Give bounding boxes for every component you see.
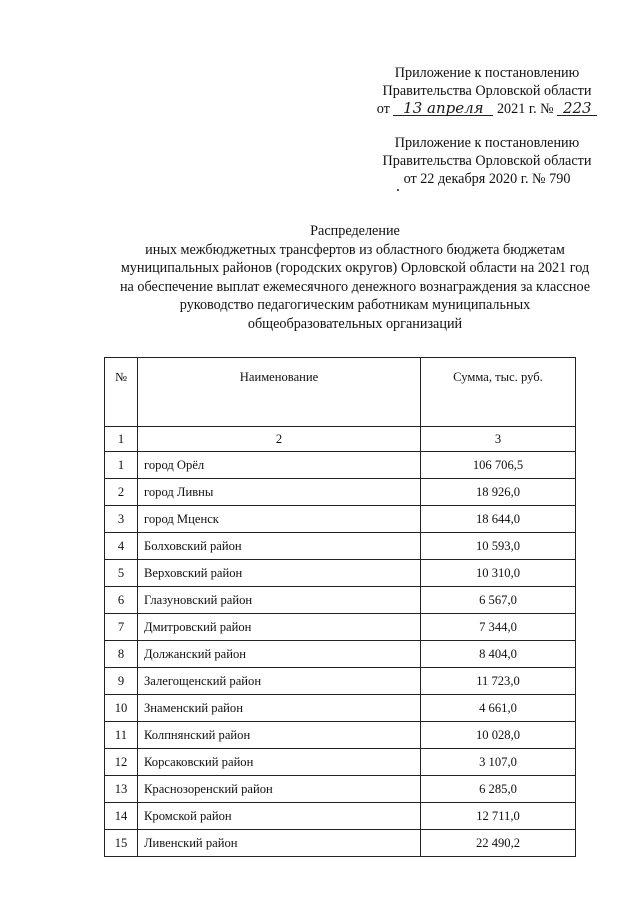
table-column-index-row [105,427,576,452]
table-row [105,776,576,803]
row-name: город Орёл [138,452,421,479]
row-no: 15 [105,830,138,857]
handwritten-number: 223 [557,101,597,116]
row-sum: 7 344,0 [421,614,576,641]
table-row [105,722,576,749]
date-year: 2021 г. № [496,101,554,117]
appendix-original-line2: Правительства Орловской области [382,153,592,169]
row-name: Должанский район [138,641,421,668]
document-title [90,222,620,334]
row-no: 8 [105,641,138,668]
title-line4: на обеспечение выплат ежемесячного денежного вознаграждения за классное [119,278,591,295]
appendix-current-line2: Правительства Орловской области [382,83,592,99]
appendix-current-date-line [360,100,614,118]
row-no: 13 [105,776,138,803]
row-name: Верховский район [138,560,421,587]
handwritten-date: 13 апреля [393,101,493,116]
table-row [105,587,576,614]
table-row [105,830,576,857]
row-name: Корсаковский район [138,749,421,776]
title-line2: иных межбюджетных трансфертов из областного бюджета бюджетам [145,241,565,258]
row-sum: 12 711,0 [421,803,576,830]
row-no: 9 [105,668,138,695]
row-sum: 18 644,0 [421,506,576,533]
row-name: Колпнянский район [138,722,421,749]
row-name: город Ливны [138,479,421,506]
title-line5: руководство педагогическим работникам муниципальных [179,297,531,314]
row-no: 6 [105,587,138,614]
row-no: 14 [105,803,138,830]
row-no: 3 [105,506,138,533]
row-sum: 4 661,0 [421,695,576,722]
row-sum: 22 490,2 [421,830,576,857]
row-name: город Мценск [138,506,421,533]
table-row [105,506,576,533]
appendix-original [360,134,614,188]
row-name: Дмитровский район [138,614,421,641]
row-name: Ливенский район [138,830,421,857]
scan-speck [397,189,399,191]
column-index-3: 3 [421,427,576,452]
row-name: Болховский район [138,533,421,560]
row-no: 2 [105,479,138,506]
table-row [105,479,576,506]
row-no: 4 [105,533,138,560]
column-index-1: 1 [105,427,138,452]
appendix-current-line1: Приложение к постановлению [394,65,580,81]
row-sum: 106 706,5 [421,452,576,479]
table-row [105,560,576,587]
title-line6: общеобразовательных организаций [247,315,463,332]
title-line1: Распределение [310,223,400,239]
row-sum: 10 310,0 [421,560,576,587]
row-name: Знаменский район [138,695,421,722]
table-row [105,533,576,560]
row-name: Залегощенский район [138,668,421,695]
row-no: 7 [105,614,138,641]
row-no: 1 [105,452,138,479]
row-name: Краснозоренский район [138,776,421,803]
row-sum: 6 567,0 [421,587,576,614]
row-sum: 18 926,0 [421,479,576,506]
table-row [105,614,576,641]
row-sum: 10 593,0 [421,533,576,560]
row-sum: 6 285,0 [421,776,576,803]
row-no: 10 [105,695,138,722]
header-sum: Сумма, тыс. руб. [421,358,576,427]
row-no: 11 [105,722,138,749]
date-prefix: от [376,101,390,117]
row-name: Кромской район [138,803,421,830]
table-row [105,803,576,830]
row-name: Глазуновский район [138,587,421,614]
table-row [105,695,576,722]
appendix-original-line1: Приложение к постановлению [394,135,580,151]
row-sum: 8 404,0 [421,641,576,668]
row-sum: 11 723,0 [421,668,576,695]
table-header-row [105,358,576,427]
row-sum: 3 107,0 [421,749,576,776]
appendix-original-line3: от 22 декабря 2020 г. № 790 [403,171,571,187]
table-row [105,452,576,479]
table-row [105,641,576,668]
distribution-table [104,357,576,857]
row-no: 12 [105,749,138,776]
appendix-current [360,64,614,118]
title-line3: муниципальных районов (городских округов) Орловской области на 2021 год [120,260,590,277]
table-row [105,749,576,776]
row-no: 5 [105,560,138,587]
header-no: № [105,358,138,427]
header-name: Наименование [138,358,421,427]
table-row [105,668,576,695]
column-index-2: 2 [138,427,421,452]
row-sum: 10 028,0 [421,722,576,749]
